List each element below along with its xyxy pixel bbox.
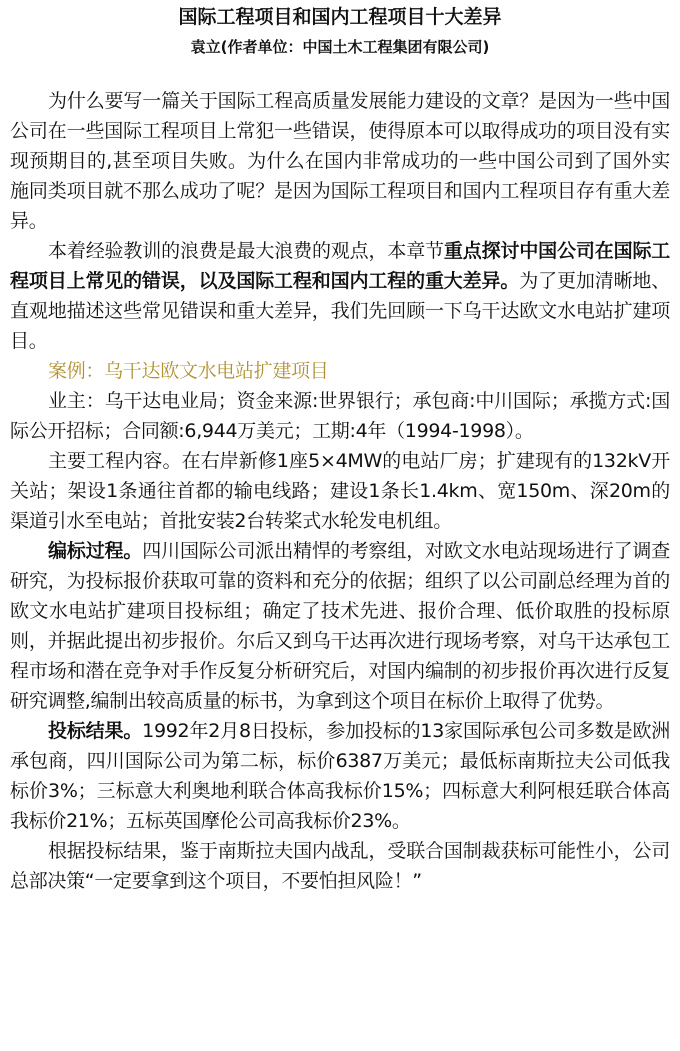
case-heading: 案例：乌干达欧文水电站扩建项目 [48, 360, 329, 382]
paragraph-focus-tail: 为了更加清晰地、直观地描述这些常见错误和重大差异，我们先回顾一下乌干达欧文水电站扩建项目。 [10, 270, 670, 352]
paragraph-focus-lead: 本着经验教训的浪费是最大浪费的观点，本章节 [48, 240, 444, 262]
document-title: 国际工程项目和国内工程项目十大差异 [178, 6, 502, 28]
bid-result-heading: 投标结果。 [48, 720, 143, 742]
paragraph-main-works: 主要工程内容。在右岸新修1座5×4MW的电站厂房；扩建现有的132kV开关站；架设1条通往首都的输电线路；建设1条长1.4km、宽150m、深20m的渠道引水至电站；首批安装2台转桨式水轮发电机组。 [10, 450, 670, 532]
bid-preparation-text: 四川国际公司派出精悍的考察组，对欧文水电站现场进行了调查研究，为投标报价获取可靠的资料和充分的依据；组织了以公司副总经理为首的欧文水电站扩建项目投标组；确定了技术先进、报价合理、低价取胜的投标原则，并据此提出初步报价。尔后又到乌干达再次进行现场考察，对乌干达承包工程市场和潜在竞争对手作反复分析研究后，对国内编制的初步报价再次进行反复研究调整,编制出较高质量的标书，为拿到这个项目在标价上取得了优势。 [10, 540, 670, 712]
paragraph-intro: 为什么要写一篇关于国际工程高质量发展能力建设的文章？是因为一些中国公司在一些国际工程项目上常犯一些错误，使得原本可以取得成功的项目没有实现预期目的,甚至项目失败。为什么在国内非常成功的一些中国公司到了国外实施同类项目就不那么成功了呢？是因为国际工程项目和国内工程项目存有重大差异。 [10, 90, 670, 232]
paragraph-bid-preparation [10, 536, 670, 716]
paragraph-decision: 根据投标结果，鉴于南斯拉夫国内战乱，受联合国制裁获标可能性小，公司总部决策“一定要拿到这个项目，不要怕担风险！” [10, 840, 670, 892]
document-page [0, 4, 680, 1051]
paragraph-focus-bold: 重点探讨中国公司在国际工程项目上常见的错误，以及国际工程和国内工程的重大差异。 [10, 240, 671, 292]
author-line: 袁立(作者单位：中国土木工程集团有限公司) [190, 38, 490, 56]
bid-result-text: 1992年2月8日投标，参加投标的13家国际承包公司多数是欧洲承包商，四川国际公司为第二标，标价6387万美元；最低标南斯拉夫公司低我标价3%；三标意大利奥地利联合体高我标价15%；四标意大利阿根廷联合体高我标价21%；五标英国摩伦公司高我标价23%。 [10, 720, 670, 832]
paragraph-bid-result [10, 716, 670, 836]
paragraph-project-info: 业主：乌干达电业局；资金来源:世界银行；承包商:中川国际；承揽方式:国际公开招标；合同额:6,944万美元；工期:4年（1994-1998）。 [10, 390, 670, 442]
bid-preparation-heading: 编标过程。 [48, 540, 143, 562]
paragraph-focus [10, 236, 670, 356]
